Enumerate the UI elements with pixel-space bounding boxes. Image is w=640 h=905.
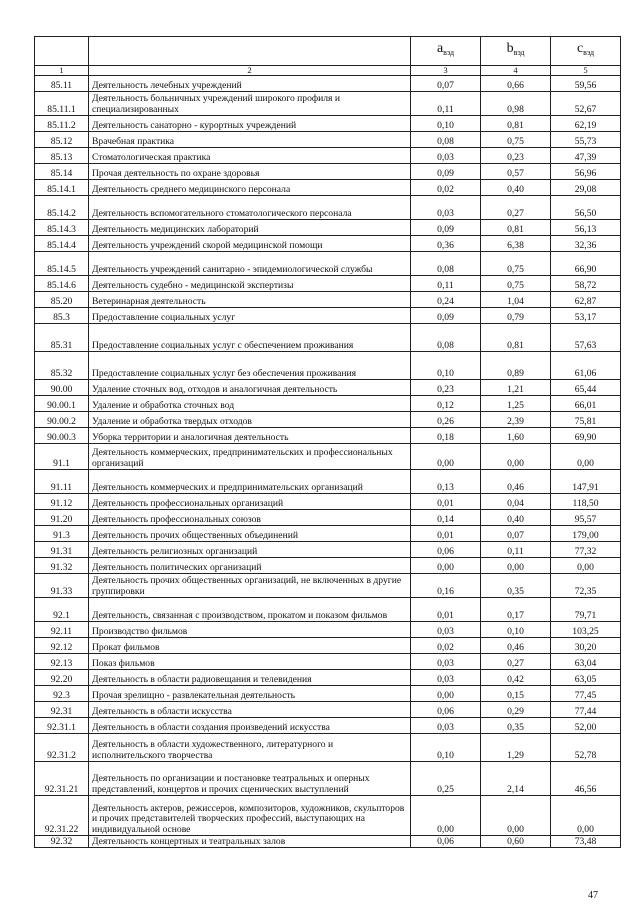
row-c-value: 63,04	[551, 654, 621, 670]
row-code-cell: 85.14.4	[35, 236, 89, 252]
row-code-cell: 92.3	[35, 686, 89, 702]
row-b-value: 0,40	[481, 180, 551, 196]
header-c-base: c	[576, 40, 584, 56]
row-a-value: 0,16	[411, 574, 481, 598]
row-c-value: 63,05	[551, 670, 621, 686]
row-code-cell: 92.12	[35, 638, 89, 654]
row-c-value: 46,56	[551, 762, 621, 796]
row-code-cell: 85.14	[35, 164, 89, 180]
row-code-cell: 92.31	[35, 702, 89, 718]
row-b-value: 0,57	[481, 164, 551, 180]
header-b-sub: вэд	[513, 47, 525, 57]
row-name-cell: Ветеринарная деятельность	[89, 292, 411, 308]
row-name-cell: Прочая зрелищно - развлекательная деятельность	[89, 686, 411, 702]
row-code-cell: 85.14.6	[35, 276, 89, 292]
row-code-cell: 85.11.1	[35, 92, 89, 116]
row-c-value: 58,72	[551, 276, 621, 292]
row-code-cell: 90.00.2	[35, 412, 89, 428]
header-b-cell	[481, 37, 551, 66]
row-c-value: 52,00	[551, 718, 621, 734]
row-name-cell: Деятельность прочих общественных объединений	[89, 526, 411, 542]
row-code-cell: 91.11	[35, 470, 89, 494]
table-row	[35, 526, 621, 542]
row-c-value: 61,06	[551, 352, 621, 380]
row-code-cell: 85.3	[35, 308, 89, 324]
row-a-value: 0,09	[411, 308, 481, 324]
row-name-cell: Врачебная практика	[89, 132, 411, 148]
table-row	[35, 470, 621, 494]
column-number: 4	[481, 66, 551, 76]
row-name-cell: Деятельность профессиональных союзов	[89, 510, 411, 526]
row-code-cell: 92.32	[35, 836, 89, 848]
row-b-value: 1,21	[481, 380, 551, 396]
row-code-cell: 85.14.5	[35, 252, 89, 276]
row-code-cell: 85.14.2	[35, 196, 89, 220]
row-b-value: 0,17	[481, 598, 551, 622]
row-b-value: 0,79	[481, 308, 551, 324]
row-a-value: 0,02	[411, 180, 481, 196]
row-a-value: 0,06	[411, 836, 481, 848]
row-c-value: 55,73	[551, 132, 621, 148]
row-a-value: 0,10	[411, 116, 481, 132]
header-code-cell	[35, 37, 89, 66]
row-a-value: 0,01	[411, 598, 481, 622]
row-c-value: 56,96	[551, 164, 621, 180]
row-name-cell: Показ фильмов	[89, 654, 411, 670]
coefficients-table	[34, 36, 621, 848]
row-name-cell: Предоставление социальных услуг с обеспечением проживания	[89, 324, 411, 352]
table-row	[35, 236, 621, 252]
row-name-cell: Стоматологическая практика	[89, 148, 411, 164]
header-b-base: b	[506, 40, 514, 56]
row-c-value: 52,78	[551, 734, 621, 762]
row-a-value: 0,23	[411, 380, 481, 396]
table-row	[35, 352, 621, 380]
row-code-cell: 85.20	[35, 292, 89, 308]
row-b-value: 0,27	[481, 196, 551, 220]
table-row	[35, 510, 621, 526]
row-a-value: 0,00	[411, 796, 481, 836]
row-c-value: 79,71	[551, 598, 621, 622]
row-b-value: 0,75	[481, 252, 551, 276]
row-name-cell: Удаление сточных вод, отходов и аналогичная деятельность	[89, 380, 411, 396]
row-b-value: 0,81	[481, 324, 551, 352]
row-a-value: 0,36	[411, 236, 481, 252]
row-name-cell: Деятельность по организации и постановке театральных и оперных представлений, концертов и прочих сценических выступлений	[89, 762, 411, 796]
row-code-cell: 92.31.22	[35, 796, 89, 836]
header-a-base: a	[436, 40, 444, 56]
table-row	[35, 494, 621, 510]
table-row	[35, 702, 621, 718]
row-name-cell: Деятельность профессиональных организаций	[89, 494, 411, 510]
row-a-value: 0,03	[411, 196, 481, 220]
row-a-value: 0,03	[411, 718, 481, 734]
row-b-value: 1,04	[481, 292, 551, 308]
row-a-value: 0,11	[411, 276, 481, 292]
row-name-cell: Деятельность в области художественного, литературного и исполнительского творчества	[89, 734, 411, 762]
table-row	[35, 276, 621, 292]
table-row	[35, 622, 621, 638]
column-number: 3	[411, 66, 481, 76]
row-b-value: 0,66	[481, 76, 551, 92]
row-code-cell: 91.20	[35, 510, 89, 526]
table-row	[35, 686, 621, 702]
header-c-cell	[551, 37, 621, 66]
row-code-cell: 90.00	[35, 380, 89, 396]
row-c-value: 29,08	[551, 180, 621, 196]
row-name-cell: Удаление и обработка твердых отходов	[89, 412, 411, 428]
row-name-cell: Деятельность больничных учреждений широкого профиля и специализированных	[89, 92, 411, 116]
row-code-cell: 91.1	[35, 444, 89, 470]
row-c-value: 56,50	[551, 196, 621, 220]
row-code-cell: 85.31	[35, 324, 89, 352]
row-name-cell: Деятельность вспомогательного стоматологического персонала	[89, 196, 411, 220]
row-name-cell: Деятельность учреждений скорой медицинской помощи	[89, 236, 411, 252]
row-code-cell: 85.11	[35, 76, 89, 92]
row-name-cell: Деятельность среднего медицинского персонала	[89, 180, 411, 196]
row-a-value: 0,08	[411, 324, 481, 352]
row-code-cell: 92.11	[35, 622, 89, 638]
row-b-value: 0,00	[481, 444, 551, 470]
row-b-value: 0,75	[481, 276, 551, 292]
table-row	[35, 558, 621, 574]
row-c-value: 77,32	[551, 542, 621, 558]
row-c-value: 65,44	[551, 380, 621, 396]
column-number: 2	[89, 66, 411, 76]
header-a-sub: вэд	[443, 47, 455, 57]
row-a-value: 0,01	[411, 494, 481, 510]
row-c-value: 147,91	[551, 470, 621, 494]
row-a-value: 0,03	[411, 148, 481, 164]
row-name-cell: Деятельность судебно - медицинской экспертизы	[89, 276, 411, 292]
row-code-cell: 85.13	[35, 148, 89, 164]
row-c-value: 57,63	[551, 324, 621, 352]
row-b-value: 1,29	[481, 734, 551, 762]
row-code-cell: 92.31.21	[35, 762, 89, 796]
table-row	[35, 76, 621, 92]
table-row	[35, 654, 621, 670]
row-b-value: 0,98	[481, 92, 551, 116]
row-code-cell: 91.32	[35, 558, 89, 574]
row-c-value: 0,00	[551, 558, 621, 574]
column-number: 1	[35, 66, 89, 76]
table-row	[35, 92, 621, 116]
row-b-value: 0,00	[481, 558, 551, 574]
row-a-value: 0,25	[411, 762, 481, 796]
row-name-cell: Деятельность религиозных организаций	[89, 542, 411, 558]
row-name-cell: Предоставление социальных услуг без обеспечения проживания	[89, 352, 411, 380]
row-name-cell: Удаление и обработка сточных вод	[89, 396, 411, 412]
row-name-cell: Деятельность лечебных учреждений	[89, 76, 411, 92]
row-b-value: 0,27	[481, 654, 551, 670]
row-b-value: 0,89	[481, 352, 551, 380]
header-a-cell	[411, 37, 481, 66]
row-name-cell: Деятельность учреждений санитарно - эпидемиологической службы	[89, 252, 411, 276]
row-name-cell: Производство фильмов	[89, 622, 411, 638]
row-name-cell: Деятельность политических организаций	[89, 558, 411, 574]
row-a-value: 0,00	[411, 444, 481, 470]
table-row	[35, 444, 621, 470]
row-name-cell: Деятельность прочих общественных организаций, не включенных в другие группировки	[89, 574, 411, 598]
row-code-cell: 91.31	[35, 542, 89, 558]
row-b-value: 2,14	[481, 762, 551, 796]
row-a-value: 0,06	[411, 702, 481, 718]
row-code-cell: 91.33	[35, 574, 89, 598]
row-b-value: 0,11	[481, 542, 551, 558]
row-code-cell: 91.3	[35, 526, 89, 542]
row-b-value: 1,60	[481, 428, 551, 444]
row-name-cell: Деятельность концертных и театральных залов	[89, 836, 411, 848]
row-a-value: 0,03	[411, 654, 481, 670]
row-name-cell: Деятельность медицинских лабораторий	[89, 220, 411, 236]
row-c-value: 69,90	[551, 428, 621, 444]
row-a-value: 0,03	[411, 622, 481, 638]
table-row	[35, 308, 621, 324]
header-row	[35, 37, 621, 66]
table-row	[35, 734, 621, 762]
row-name-cell: Деятельность коммерческих и предпринимательских организаций	[89, 470, 411, 494]
row-b-value: 0,35	[481, 574, 551, 598]
row-a-value: 0,08	[411, 252, 481, 276]
row-code-cell: 92.1	[35, 598, 89, 622]
row-code-cell: 85.14.3	[35, 220, 89, 236]
table-row	[35, 180, 621, 196]
table-row	[35, 670, 621, 686]
row-a-value: 0,07	[411, 76, 481, 92]
header-name-cell	[89, 37, 411, 66]
row-a-value: 0,09	[411, 164, 481, 180]
row-code-cell: 92.31.1	[35, 718, 89, 734]
row-a-value: 0,09	[411, 220, 481, 236]
row-a-value: 0,02	[411, 638, 481, 654]
column-number: 5	[551, 66, 621, 76]
row-b-value: 0,81	[481, 220, 551, 236]
row-c-value: 66,90	[551, 252, 621, 276]
row-c-value: 59,56	[551, 76, 621, 92]
row-code-cell: 85.14.1	[35, 180, 89, 196]
row-b-value: 0,46	[481, 470, 551, 494]
row-a-value: 0,11	[411, 92, 481, 116]
table-row	[35, 324, 621, 352]
row-name-cell: Деятельность, связанная с производством, прокатом и показом фильмов	[89, 598, 411, 622]
row-name-cell: Прокат фильмов	[89, 638, 411, 654]
row-name-cell: Уборка территории и аналогичная деятельность	[89, 428, 411, 444]
row-b-value: 0,46	[481, 638, 551, 654]
row-c-value: 73,48	[551, 836, 621, 848]
row-a-value: 0,08	[411, 132, 481, 148]
row-a-value: 0,01	[411, 526, 481, 542]
row-a-value: 0,10	[411, 352, 481, 380]
row-b-value: 0,15	[481, 686, 551, 702]
row-code-cell: 92.13	[35, 654, 89, 670]
row-a-value: 0,00	[411, 686, 481, 702]
row-a-value: 0,12	[411, 396, 481, 412]
row-c-value: 62,19	[551, 116, 621, 132]
table-row	[35, 796, 621, 836]
row-b-value: 0,60	[481, 836, 551, 848]
row-a-value: 0,03	[411, 670, 481, 686]
table-row	[35, 132, 621, 148]
row-name-cell: Деятельность в области искусства	[89, 702, 411, 718]
row-c-value: 75,81	[551, 412, 621, 428]
row-c-value: 53,17	[551, 308, 621, 324]
row-a-value: 0,00	[411, 558, 481, 574]
row-c-value: 30,20	[551, 638, 621, 654]
table-row	[35, 196, 621, 220]
row-b-value: 0,81	[481, 116, 551, 132]
row-b-value: 0,04	[481, 494, 551, 510]
table-row	[35, 220, 621, 236]
header-c-sub: вэд	[583, 47, 595, 57]
row-b-value: 0,35	[481, 718, 551, 734]
row-c-value: 52,67	[551, 92, 621, 116]
table-row	[35, 428, 621, 444]
row-c-value: 47,39	[551, 148, 621, 164]
row-c-value: 77,44	[551, 702, 621, 718]
page-number: 47	[588, 890, 598, 901]
row-b-value: 0,23	[481, 148, 551, 164]
table-row	[35, 574, 621, 598]
row-c-value: 62,87	[551, 292, 621, 308]
row-b-value: 6,38	[481, 236, 551, 252]
table-row	[35, 164, 621, 180]
row-b-value: 0,10	[481, 622, 551, 638]
row-c-value: 56,13	[551, 220, 621, 236]
row-b-value: 0,29	[481, 702, 551, 718]
table-row	[35, 836, 621, 848]
table-row	[35, 380, 621, 396]
row-name-cell: Прочая деятельность по охране здоровья	[89, 164, 411, 180]
row-c-value: 66,01	[551, 396, 621, 412]
row-b-value: 0,07	[481, 526, 551, 542]
row-a-value: 0,10	[411, 734, 481, 762]
row-name-cell: Деятельность коммерческих, предпринимательских и профессиональных организаций	[89, 444, 411, 470]
table-row	[35, 396, 621, 412]
table-row	[35, 542, 621, 558]
row-c-value: 0,00	[551, 796, 621, 836]
table-row	[35, 718, 621, 734]
row-c-value: 95,57	[551, 510, 621, 526]
row-c-value: 77,45	[551, 686, 621, 702]
table-row	[35, 116, 621, 132]
table-row	[35, 762, 621, 796]
row-b-value: 1,25	[481, 396, 551, 412]
row-c-value: 72,35	[551, 574, 621, 598]
table-row	[35, 412, 621, 428]
row-code-cell: 90.00.1	[35, 396, 89, 412]
table-row	[35, 638, 621, 654]
row-c-value: 179,00	[551, 526, 621, 542]
row-code-cell: 85.32	[35, 352, 89, 380]
row-c-value: 103,25	[551, 622, 621, 638]
row-code-cell: 91.12	[35, 494, 89, 510]
row-b-value: 0,75	[481, 132, 551, 148]
row-b-value: 0,42	[481, 670, 551, 686]
row-c-value: 118,50	[551, 494, 621, 510]
row-name-cell: Деятельность в области радиовещания и телевидения	[89, 670, 411, 686]
row-b-value: 0,00	[481, 796, 551, 836]
row-name-cell: Деятельность санаторно - курортных учреждений	[89, 116, 411, 132]
row-code-cell: 85.11.2	[35, 116, 89, 132]
row-code-cell: 92.31.2	[35, 734, 89, 762]
row-a-value: 0,06	[411, 542, 481, 558]
row-name-cell: Предоставление социальных услуг	[89, 308, 411, 324]
row-c-value: 32,36	[551, 236, 621, 252]
table-row	[35, 148, 621, 164]
row-name-cell: Деятельность в области создания произведений искусства	[89, 718, 411, 734]
row-code-cell: 90.00.3	[35, 428, 89, 444]
column-number-row	[35, 66, 621, 76]
table-row	[35, 292, 621, 308]
row-code-cell: 85.12	[35, 132, 89, 148]
row-code-cell: 92.20	[35, 670, 89, 686]
row-a-value: 0,24	[411, 292, 481, 308]
row-a-value: 0,13	[411, 470, 481, 494]
row-a-value: 0,18	[411, 428, 481, 444]
table-row	[35, 598, 621, 622]
row-c-value: 0,00	[551, 444, 621, 470]
row-a-value: 0,14	[411, 510, 481, 526]
table-row	[35, 252, 621, 276]
row-name-cell: Деятельность актеров, режиссеров, композиторов, художников, скульпторов и прочих представителей творческих профессий, выступающих на индивидуальной основе	[89, 796, 411, 836]
row-a-value: 0,26	[411, 412, 481, 428]
row-b-value: 0,40	[481, 510, 551, 526]
row-b-value: 2,39	[481, 412, 551, 428]
